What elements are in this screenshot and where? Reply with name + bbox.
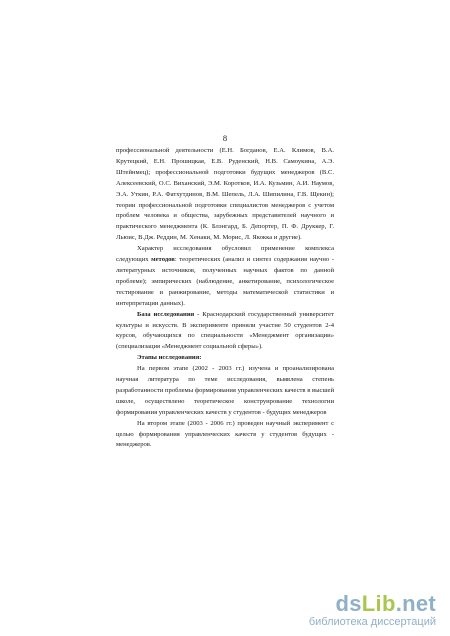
document-body bbox=[116, 146, 334, 451]
research-base-keyword: База исследования bbox=[137, 310, 195, 318]
dslib-logo bbox=[276, 593, 436, 615]
methods-keyword: методов bbox=[151, 256, 175, 264]
dslib-watermark bbox=[276, 593, 436, 628]
logo-part-ds: ds bbox=[335, 591, 362, 616]
paragraph-methods bbox=[116, 244, 334, 309]
paragraph-stage-two: На втором этапе (2003 - 2006 гг.) проведен научный эксперимент с целью формирования управленческих качеств у студентов будущих - менеджеров. bbox=[116, 419, 334, 449]
logo-part-lib: Lib bbox=[361, 591, 396, 616]
paragraph-stage-one: На первом этапе (2002 - 2003 гг.) изучена и проанализирована научная литература по теме исследования, выявлена степень разработанности проблемы формирования управленческих качеств в высшей школе, осуществлено теоретическое конструирование технологии формирования управленческих качеств у студентов - будущих менеджеров bbox=[116, 365, 334, 416]
watermark-tagline: библиотека диссертаций bbox=[308, 616, 436, 628]
logo-part-net: .net bbox=[395, 591, 436, 616]
research-base-text: - Краснодарский государственный университет культуры и искусств. В эксперименте приняли участие 50 студентов 2-4 курсов, обучающихся по специальности «Менеджмент организации» (специализация «Менеджмент социальной сферы»). bbox=[116, 310, 334, 351]
methods-intro: Характер исследования обусловил применение комплекса следующих bbox=[116, 245, 334, 264]
paragraph-research-base bbox=[116, 310, 334, 354]
stages-heading: Этапы исследования: bbox=[137, 354, 202, 362]
paragraph-literature-sources: профессиональной деятельности (Е.Н. Богданов, Е.А. Климов, В.А. Крутецкий, Е.Н. Прошицкая, Е.В. Руденский, Н.В. Самоукина, А.Э. Штейнмец); профессиональной подготовки будущих менеджеров (В.С. Алексеевский, О.С. Виханский, Э.М. Коротков, И.А. Кузьмин, А.И. Наумов, Э.А. Уткин, Р.А. Фатхутдинов, В.М. Шепель, Л.А. Шипилина, Г.В. Щекин); теории профессиональной подготовки специалистов менеджеров с учетом проблем человека и общества, зарубежных представителей научного и практического менеджмента (К. Блэнгард, Б. Депортер, П. Ф. Друккер, Г. Льюис, В.Дж. Реддин, М. Хенаки, М. Морис, Л. Якокка и другие). bbox=[116, 147, 334, 242]
page-number: 8 bbox=[222, 133, 228, 143]
methods-list: : теоретических (анализ и синтез содержания научно - литературных источников, полученных научных фактов по данной проблеме); эмпирических (наблюдение, анкетирование, психологическое тестирование и ранжирование, методы математической статистики и интерпретации данных). bbox=[116, 256, 334, 307]
